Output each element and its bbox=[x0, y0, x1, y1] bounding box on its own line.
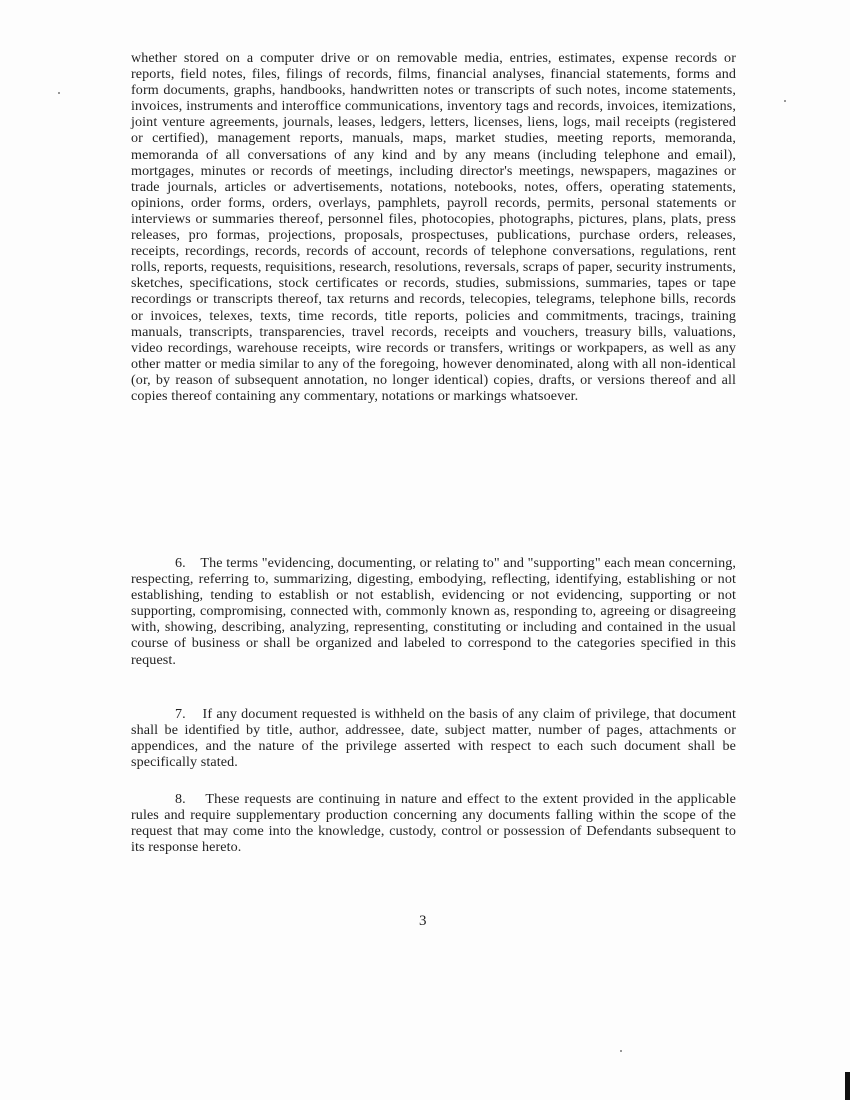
scan-speck bbox=[620, 1050, 622, 1052]
paragraph-7 bbox=[131, 706, 736, 770]
paragraph-number: 7. bbox=[175, 706, 186, 722]
scan-speck bbox=[784, 100, 786, 102]
paragraph-6 bbox=[131, 555, 736, 668]
scan-speck bbox=[58, 92, 60, 94]
paragraph-text: The terms "evidencing, documenting, or relating to" and "supporting" each mean concerning, respecting, referring to, summarizing, digesting, embodying, reflecting, identifying, establishing or not establishing, tending to establish or not establish, evidencing or not evidencing, supporting or not supporting, compromising, connected with, commonly known as, responding to, agreeing or disagreeing with, showing, describing, analyzing, representing, constituting or including and contained in the usual course of business or shall be organized and labeled to correspond to the categories specified in this request. bbox=[131, 555, 736, 668]
paragraph-8 bbox=[131, 791, 736, 855]
continuation-paragraph: whether stored on a computer drive or on removable media, entries, estimates, expense records or reports, field notes, files, filings of records, films, financial analyses, financial statements, forms and form documents, graphs, handbooks, handwritten notes or transcripts of such notes, income statements, invoices, instruments and interoffice communications, inventory tags and records, invoices, itemizations, joint venture agreements, journals, leases, ledgers, letters, licenses, liens, logs, mail receipts (registered or certified), management reports, manuals, maps, market studies, meeting reports, memoranda, memoranda of all conversations of any kind and by any means (including telephone and email), mortgages, minutes or records of meetings, including director's meetings, newspapers, magazines or trade journals, articles or advertisements, notations, notebooks, notes, offers, operating statements, opinions, order forms, orders, overlays, pamphlets, payroll records, permits, personal statements or interviews or summaries thereof, personnel files, photocopies, photographs, pictures, plans, plats, press releases, pro formas, projections, proposals, prospectuses, publications, purchase orders, releases, receipts, recordings, records, records of account, records of telephone conversations, regulations, rent rolls, reports, requests, requisitions, research, resolutions, reversals, scraps of paper, security instruments, sketches, specifications, stock certificates or records, studies, submissions, summaries, tapes or tape recordings or transcripts thereof, tax returns and records, telecopies, telegrams, telephone bills, records or invoices, telexes, texts, time records, title reports, policies and commitments, tracings, training manuals, transcripts, transparencies, travel records, receipts and vouchers, treasury bills, valuations, video recordings, warehouse receipts, wire records or transfers, writings or workpapers, as well as any other matter or media similar to any of the foregoing, however denominated, along with all non-identical (or, by reason of subsequent annotation, no longer identical) copies, drafts, or versions thereof and all copies thereof containing any commentary, notations or markings whatsoever. bbox=[131, 50, 736, 404]
paragraph-text: If any document requested is withheld on the basis of any claim of privilege, that document shall be identified by title, author, addressee, date, subject matter, number of pages, attachments or appendices, and the nature of the privilege asserted with respect to each such document shall be specifically stated. bbox=[131, 706, 736, 771]
paragraph-text: These requests are continuing in nature and effect to the extent provided in the applicable rules and require supplementary production concerning any documents falling within the scope of the request that may come into the knowledge, custody, control or possession of Defendants subsequent to its response hereto. bbox=[131, 791, 736, 856]
paragraph-number: 8. bbox=[175, 791, 186, 807]
paragraph-number: 6. bbox=[175, 555, 186, 571]
scan-edge-mark bbox=[845, 1072, 850, 1100]
page-number: 3 bbox=[419, 913, 427, 929]
